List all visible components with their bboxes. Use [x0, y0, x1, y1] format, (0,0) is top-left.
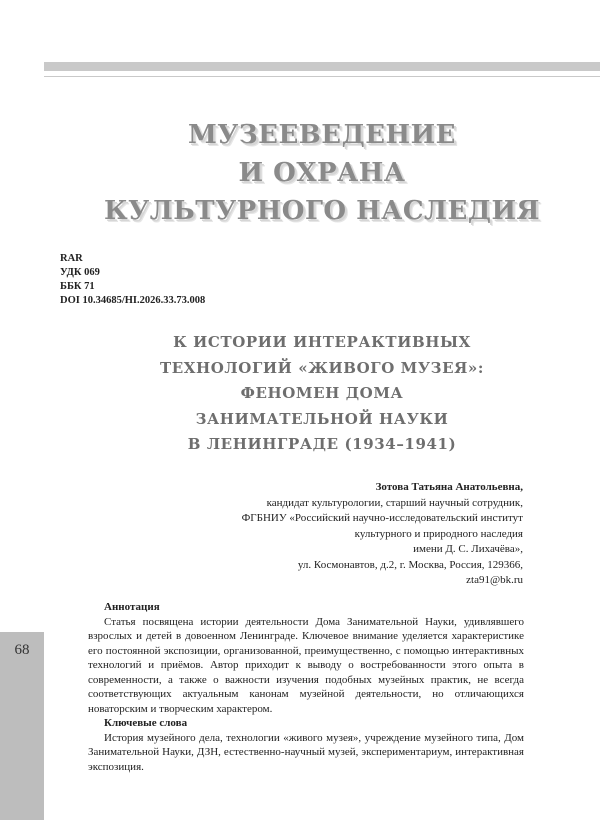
- header-rule-thin: [44, 76, 600, 77]
- keywords-text: История музейного дела, технологии «живого музея», учреждение музейного типа, Дом Занимательной Науки, ДЗН, естественно-научный музей, экспериментариум, интерактивная экспозиция.: [88, 731, 524, 773]
- article-title-line: ФЕНОМЕН ДОМА: [240, 384, 404, 402]
- article-title-line: В ЛЕНИНГРАДЕ (1934–1941): [187, 435, 457, 453]
- doi-code: DOI 10.34685/HI.2026.33.73.008: [60, 295, 206, 306]
- article-title-line: К ИСТОРИИ ИНТЕРАКТИВНЫХ: [173, 333, 471, 351]
- page-number: 68: [14, 642, 30, 658]
- author-affiliation-line: культурного и природного наследия: [354, 527, 523, 540]
- bbk-code: ББК 71: [60, 281, 95, 292]
- author-email: zta91@bk.ru: [466, 574, 523, 586]
- section-title-line: КУЛЬТУРНОГО НАСЛЕДИЯ: [104, 196, 540, 226]
- keywords-heading: Ключевые слова: [104, 717, 188, 729]
- author-affiliation-line: ФГБНИУ «Российский научно-исследовательский институт: [241, 512, 523, 524]
- abstract-section: [88, 600, 524, 774]
- section-title-line: И ОХРАНА: [238, 158, 406, 188]
- author-name: Зотова Татьяна Анатольевна,: [375, 481, 523, 493]
- author-affiliation-line: кандидат культурологии, старший научный сотрудник,: [266, 496, 523, 509]
- classification-codes: [60, 252, 205, 308]
- header-rule-thick: [44, 62, 600, 71]
- section-title: [44, 116, 600, 230]
- udk-code: УДК 069: [60, 267, 100, 278]
- section-title-line: МУЗЕЕВЕДЕНИЕ: [188, 120, 456, 150]
- abstract-heading: Аннотация: [104, 601, 160, 613]
- rar-code: RAR: [60, 253, 83, 264]
- page-number-tab: [0, 632, 44, 820]
- author-affiliation-line: имени Д. С. Лихачёва»,: [413, 543, 523, 555]
- abstract-text: Статья посвящена истории деятельности Дома Занимательной Науки, удивлявшего взрослых и детей в довоенном Ленинграде. Ключевое внимание уделяется характеристике его постоянной экспозиции, организованной, преимущественно, с помощью интерактивных технологий и приёмов. Автор приходит к выводу о востребованности этого опыта в современности, а также о важности изучения подобных музейных практик, не всегда соответствующих актуальным канонам музейной деятельности, но отличающихся новаторским и творческим характером.: [88, 615, 524, 715]
- author-address: ул. Космонавтов, д.2, г. Москва, Россия, 129366,: [297, 558, 523, 571]
- article-title: [44, 330, 600, 458]
- article-title-line: ЗАНИМАТЕЛЬНОЙ НАУКИ: [195, 409, 449, 428]
- article-title-line: ТЕХНОЛОГИЙ «ЖИВОГО МУЗЕЯ»:: [159, 358, 485, 377]
- author-block: [103, 480, 523, 589]
